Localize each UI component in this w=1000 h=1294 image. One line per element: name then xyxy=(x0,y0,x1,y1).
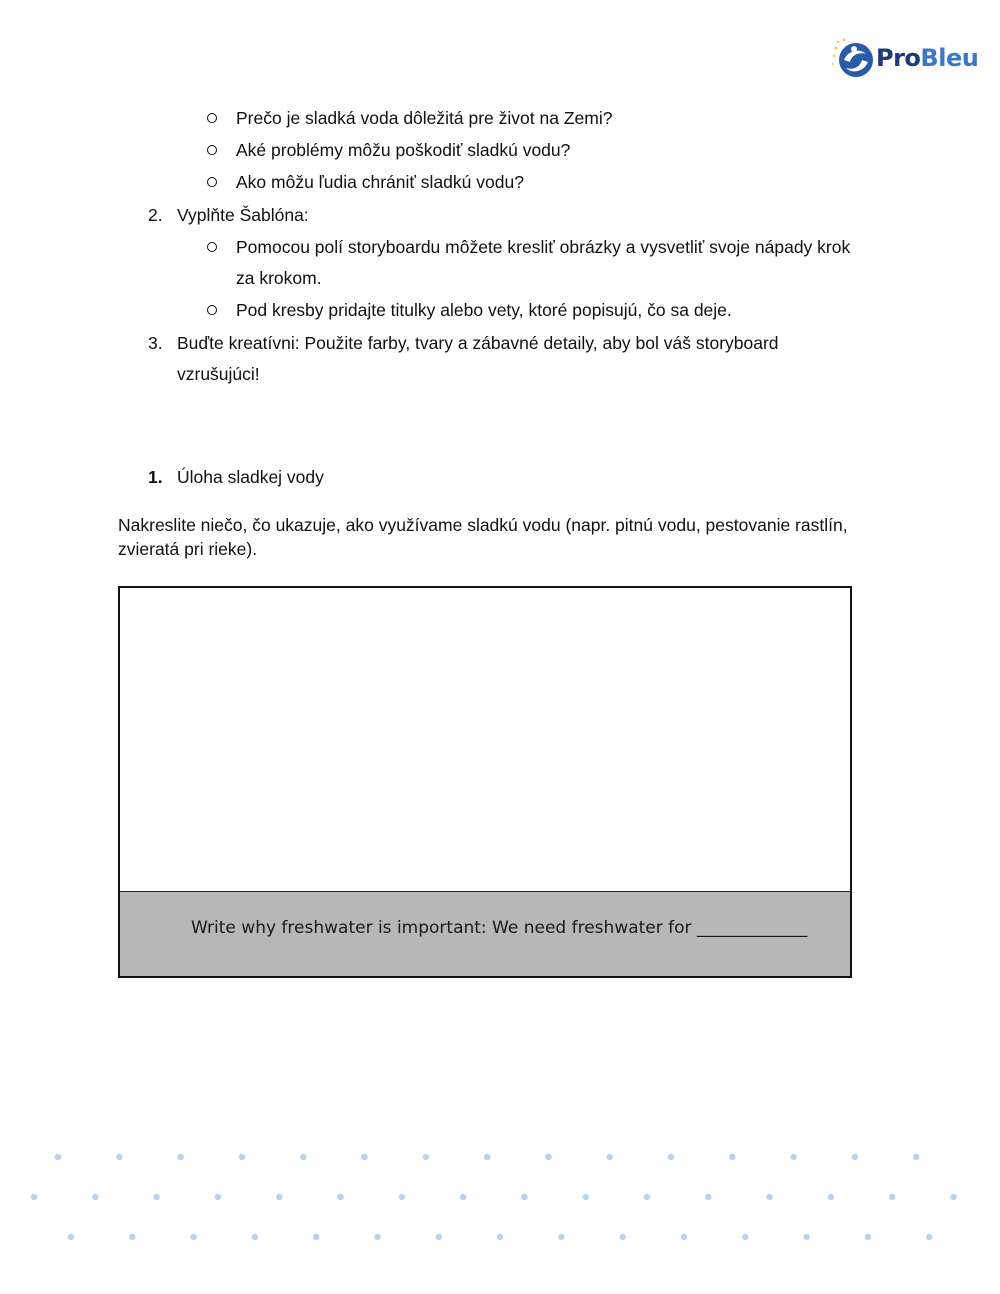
decor-dot xyxy=(729,1154,735,1160)
step-2-title: Vyplňte Šablóna: xyxy=(177,205,309,225)
decor-dot xyxy=(913,1154,919,1160)
decor-dot xyxy=(190,1234,196,1240)
decor-dot xyxy=(55,1154,61,1160)
bullet-icon xyxy=(207,145,217,155)
decor-dot xyxy=(361,1154,367,1160)
decor-dot xyxy=(337,1194,343,1200)
decor-dot xyxy=(497,1234,503,1240)
decor-dot xyxy=(852,1154,858,1160)
decor-dot xyxy=(926,1234,932,1240)
step-2-number: 2. xyxy=(148,205,163,225)
caption-bar xyxy=(120,891,850,976)
decor-dot xyxy=(558,1234,564,1240)
decor-dot xyxy=(374,1234,380,1240)
decor-dot xyxy=(129,1234,135,1240)
decor-dot xyxy=(889,1194,895,1200)
decor-dot xyxy=(766,1194,772,1200)
decor-dot xyxy=(68,1234,74,1240)
decor-dot xyxy=(607,1154,613,1160)
probleu-globe-icon xyxy=(830,38,874,82)
task-1-title: Úloha sladkej vody xyxy=(177,467,324,487)
decor-dot xyxy=(31,1194,37,1200)
step-2-bullet-1-line-2: za krokom. xyxy=(236,268,322,288)
decor-dot xyxy=(153,1194,159,1200)
decor-dot xyxy=(276,1194,282,1200)
bullet-icon xyxy=(207,242,217,252)
logo-pro: Pro xyxy=(876,44,921,72)
bullet-icon xyxy=(207,113,217,123)
decorative-dots xyxy=(0,1140,1000,1260)
decor-dot xyxy=(742,1234,748,1240)
bullet-icon xyxy=(207,177,217,187)
question-1: Prečo je sladká voda dôležitá pre život na Zemi? xyxy=(236,108,613,128)
decor-dot xyxy=(803,1234,809,1240)
task-1-number: 1. xyxy=(148,467,163,487)
decor-dot xyxy=(583,1194,589,1200)
logo-bleu: Bleu xyxy=(920,44,979,72)
decor-dot xyxy=(313,1234,319,1240)
step-3-number: 3. xyxy=(148,333,163,353)
decor-dot xyxy=(460,1194,466,1200)
decor-dot xyxy=(252,1234,258,1240)
decor-dot xyxy=(399,1194,405,1200)
decor-dot xyxy=(865,1234,871,1240)
decor-dot xyxy=(116,1154,122,1160)
step-3-line-1: Buďte kreatívni: Použite farby, tvary a zábavné detaily, aby bol váš storyboard xyxy=(177,333,779,353)
decor-dot xyxy=(950,1194,956,1200)
decor-dot xyxy=(828,1194,834,1200)
decor-dot xyxy=(668,1154,674,1160)
decor-dot xyxy=(705,1194,711,1200)
probleu-logo xyxy=(830,38,990,82)
decor-dot xyxy=(436,1234,442,1240)
step-2-bullet-1-line-1: Pomocou polí storyboardu môžete kresliť obrázky a vysvetliť svoje nápady krok xyxy=(236,237,851,257)
decor-dot xyxy=(521,1194,527,1200)
decor-dot xyxy=(92,1194,98,1200)
question-2: Aké problémy môžu poškodiť sladkú vodu? xyxy=(236,140,571,160)
decor-dot xyxy=(644,1194,650,1200)
question-3: Ako môžu ľudia chrániť sladkú vodu? xyxy=(236,172,524,192)
decor-dot xyxy=(300,1154,306,1160)
logo-wordmark xyxy=(876,44,978,72)
decor-dot xyxy=(215,1194,221,1200)
decor-dot xyxy=(681,1234,687,1240)
decor-dot xyxy=(177,1154,183,1160)
decor-dot xyxy=(484,1154,490,1160)
bullet-icon xyxy=(207,305,217,315)
decor-dot xyxy=(545,1154,551,1160)
instruction-line-2: zvieratá pri rieke). xyxy=(118,539,258,559)
decor-dot xyxy=(423,1154,429,1160)
decor-dot xyxy=(239,1154,245,1160)
drawing-area[interactable] xyxy=(118,586,852,978)
caption-prompt: Write why freshwater is important: We need freshwater for _____________ xyxy=(191,918,808,938)
decor-dot xyxy=(790,1154,796,1160)
instruction-line-1: Nakreslite niečo, čo ukazuje, ako využívame sladkú vodu (napr. pitnú vodu, pestovanie rastlín, xyxy=(118,515,848,535)
step-3-line-2: vzrušujúci! xyxy=(177,364,260,384)
step-2-bullet-2: Pod kresby pridajte titulky alebo vety, ktoré popisujú, čo sa deje. xyxy=(236,300,732,320)
decor-dot xyxy=(620,1234,626,1240)
